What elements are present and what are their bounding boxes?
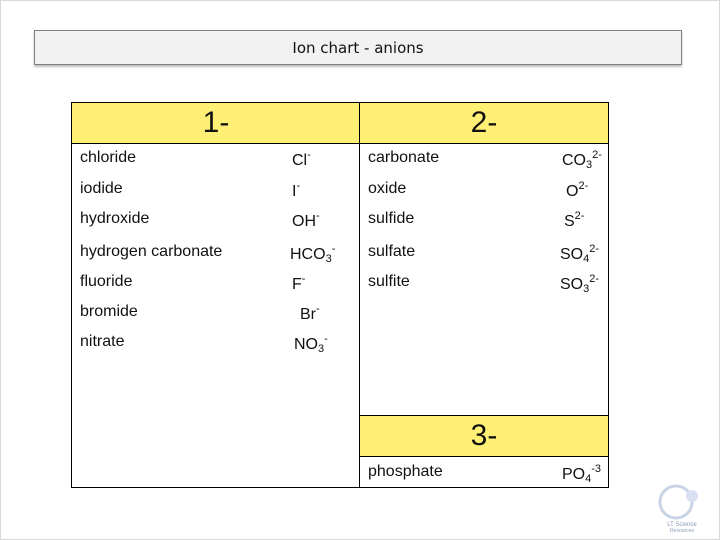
- ion-name: chloride: [80, 149, 137, 166]
- ion-row: [72, 267, 360, 297]
- ion-name: iodide: [80, 180, 123, 197]
- ion-row: [360, 143, 608, 173]
- ion-formula: $CO_3^{2-}$: [562, 149, 602, 171]
- ion-formula: F-: [292, 273, 306, 293]
- ion-formula: $NO_3^-$: [294, 333, 328, 355]
- ion-formula: $S^{2-}$: [564, 210, 585, 230]
- ion-name: oxide: [368, 180, 407, 197]
- ion-name: carbonate: [368, 149, 440, 166]
- header-2-minus: 2-: [360, 103, 608, 144]
- ion-row: [72, 174, 360, 204]
- logo-mark-icon: [652, 484, 712, 534]
- ion-name: fluoride: [80, 273, 133, 290]
- logo-line-2: Resources: [670, 528, 694, 534]
- ion-name: sulfate: [368, 243, 416, 260]
- ion-name: hydrogen carbonate: [80, 243, 223, 260]
- ion-formula: $PO_4^{-3}$: [562, 463, 602, 485]
- ion-row: [72, 143, 360, 173]
- ion-name: sulfide: [368, 210, 415, 227]
- ion-formula: I-: [292, 180, 301, 200]
- anion-table-2minus-3minus: [359, 102, 609, 488]
- ion-formula: $SO_4^{2-}$: [560, 243, 600, 265]
- ion-name: hydroxide: [80, 210, 150, 227]
- lt-science-logo: [652, 484, 712, 534]
- ion-name: phosphate: [368, 463, 443, 480]
- ion-row: [360, 204, 608, 234]
- ion-row: [360, 457, 608, 487]
- ion-formula: $O^{2-}$: [566, 180, 589, 200]
- ion-formula: Br-: [300, 303, 320, 323]
- ion-row: [72, 297, 360, 327]
- logo-line-1: LT Science: [667, 522, 697, 528]
- ion-row: [72, 204, 360, 234]
- anion-table-1minus: [71, 102, 360, 488]
- header-1-minus: 1-: [72, 103, 360, 144]
- ion-row: [72, 237, 360, 267]
- ion-name: sulfite: [368, 273, 410, 290]
- header-3-minus: 3-: [360, 415, 608, 457]
- ion-row: [72, 327, 360, 357]
- ion-row: [360, 174, 608, 204]
- ion-formula: OH-: [292, 210, 320, 230]
- ion-name: bromide: [80, 303, 138, 320]
- page-title: Ion chart - anions: [292, 38, 424, 57]
- ion-formula: Cl-: [292, 149, 311, 169]
- ion-name: nitrate: [80, 333, 125, 350]
- ion-formula: $SO_3^{2-}$: [560, 273, 600, 295]
- ion-row: [360, 237, 608, 267]
- title-bar: [34, 30, 682, 65]
- ion-formula: $HCO_3^-$: [290, 243, 336, 265]
- ion-row: [360, 267, 608, 297]
